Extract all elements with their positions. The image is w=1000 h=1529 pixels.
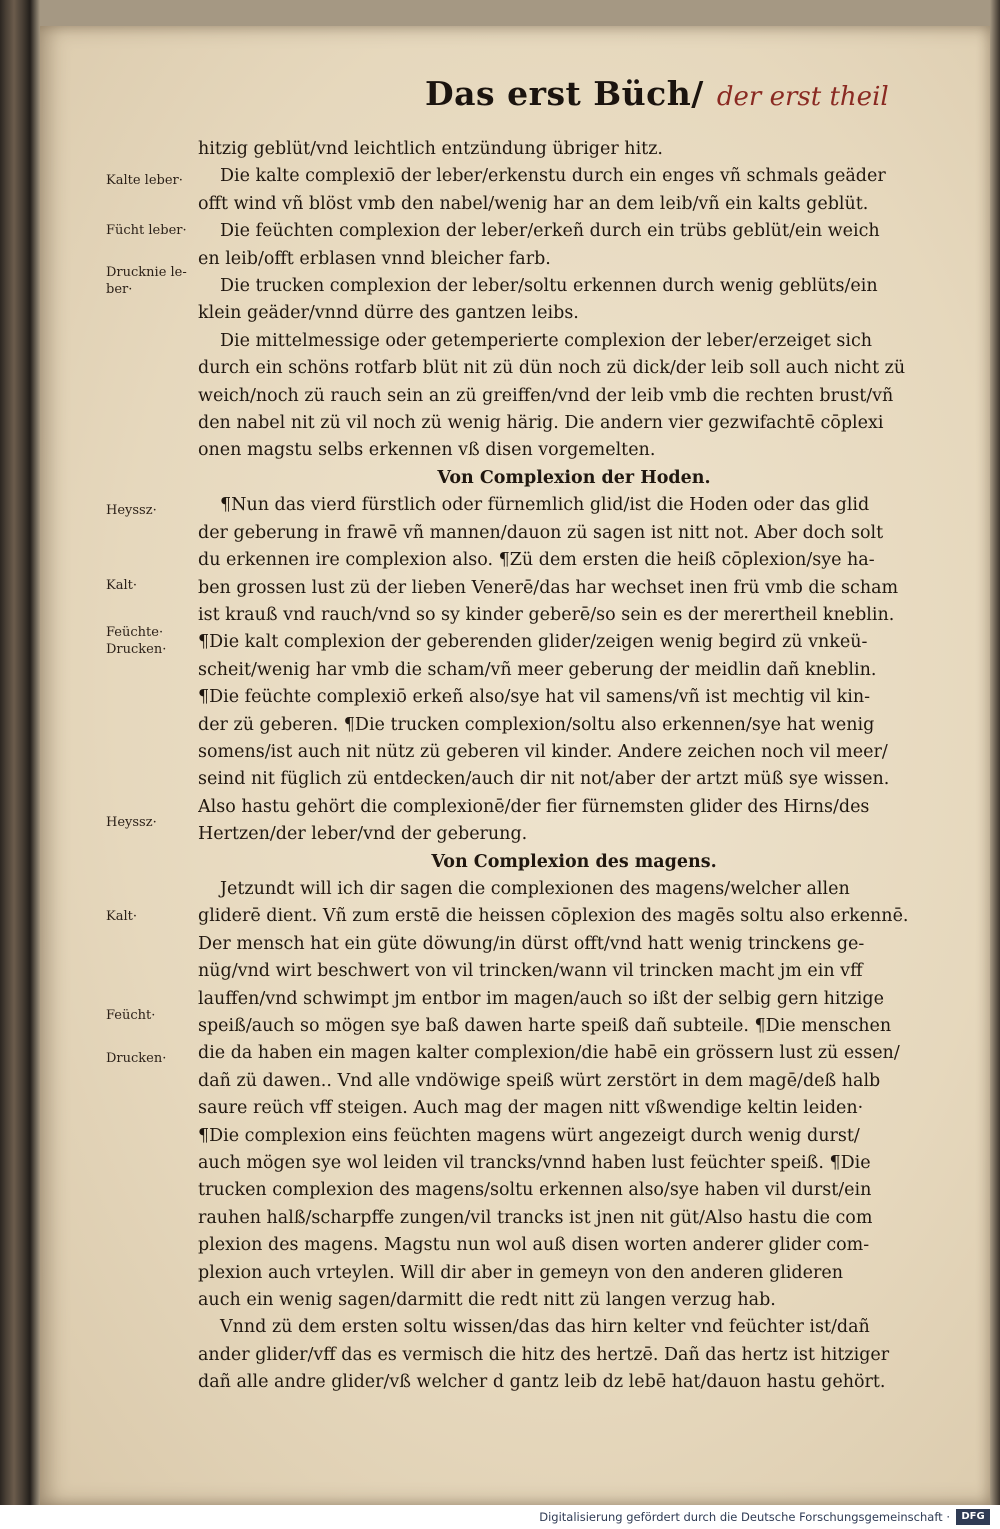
handwritten-annotation: der erst theil [716,82,889,112]
text-line: Die feüchten complexion der leber/erkeñ durch ein trübs geblüt/ein weich [220,221,880,242]
text-line: ander glider/vff das es vermisch die hitz des hertzē. Dañ das hertz ist hitziger [198,1344,890,1365]
text-line: weich/noch zü rauch sein an zü greiffen/vnd der leib vmb die rechten brust/vñ [198,385,894,406]
text-line: ¶Die complexion eins feüchten magens würt angezeigt durch wenig durst/ [198,1125,860,1146]
text-line: plexion des magens. Magstu nun wol auß disen worten anderer glider com- [198,1235,870,1256]
text-line: auch ein wenig sagen/darmitt die redt nitt zü langen verzug hab. [198,1290,776,1311]
text-line: nüg/vnd wirt beschwert von vil trincken/wann vil trincken macht jm ein vff [198,961,863,982]
text-line: somens/ist auch nit nütz zü geberen vil kinder. Andere zeichen noch vil meer/ [198,741,888,762]
text-line: klein geäder/vnnd dürre des gantzen leibs. [198,303,579,324]
dfg-logo: DFG [956,1509,990,1525]
marginal-note: Drucken· [106,642,167,657]
text-line: der geberung in frawē vñ mannen/dauon zü sagen ist nitt not. Aber doch solt [198,522,884,543]
running-head: Das erst Büch/ [425,74,704,113]
text-line: en leib/offt erblasen vnnd bleicher farb. [198,248,551,269]
text-line: Vnnd zü dem ersten soltu wissen/das das hirn kelter vnd feüchter ist/dañ [220,1317,870,1338]
text-line: durch ein schöns rotfarb blüt nit zü dün noch zü dick/der leib soll auch nicht zü [198,358,906,379]
text-line: ist krauß vnd rauch/vnd so sy kinder geberē/so sein es der merertheil kneblin. [198,604,895,625]
text-line: lauffen/vnd schwimpt jm entbor im magen/auch so ißt der selbig gern hitzige [198,988,884,1009]
text-line: die da haben ein magen kalter complexion/die habē ein grössern lust zü essen/ [198,1043,900,1064]
marginal-note: Kalte leber· [106,173,183,188]
marginal-note: Feücht· [106,1008,156,1023]
text-line: den nabel nit zü vil noch zü wenig härig. Die andern vier gezwifachtē cōplexi [198,413,884,434]
text-line: offt wind vñ blöst vmb den nabel/wenig har an dem leib/vñ ein kalts geblüt. [198,193,869,214]
text-line: dañ zü dawen.. Vnd alle vndöwige speiß würt zerstört in dem magē/deß halb [198,1070,881,1091]
text-line: Die trucken complexion der leber/soltu erkennen durch wenig geblüts/ein [220,276,878,297]
text-line: du erkennen ire complexion also. ¶Zü dem ersten die heiß cōplexion/sye ha- [198,550,875,571]
digitization-footer [0,1505,1000,1529]
text-line: Hertzen/der leber/vnd der geberung. [198,824,528,845]
marginal-note: Kalt· [106,578,137,593]
text-line: rauhen halß/scharpffe zungen/vil trancks ist jnen nit güt/Also hastu die com [198,1207,873,1228]
text-line: ¶Die kalt complexion der geberenden glider/zeigen wenig begird zü vnkeü- [198,632,868,653]
text-line: plexion auch vrteylen. Will dir aber in gemeyn von den anderen glideren [198,1262,843,1283]
text-line: dañ alle andre glider/vß welcher d gantz leib dz lebē hat/dauon hastu gehört. [198,1372,886,1393]
marginal-note: Feüchte· [106,625,164,640]
marginal-note: Fücht leber· [106,223,187,238]
text-line: Also hastu gehört die complexionē/der fier fürnemsten glider des Hirns/des [198,796,870,817]
marginal-note: Kalt· [106,909,137,924]
page-header [425,74,889,113]
section-heading: Von Complexion des magens. [431,851,717,872]
text-line: Die mittelmessige oder getemperierte complexion der leber/erzeiget sich [220,330,873,351]
text-line: gliderē dient. Vñ zum erstē die heissen cōplexion des magēs soltu also erkennē. [198,906,909,927]
text-line: saure reüch vff steigen. Auch mag der magen nitt vßwendige keltin leiden· [198,1098,864,1119]
text-line: seind nit füglich zü entdecken/auch dir nit not/aber der artzt müß sye wissen. [198,769,890,790]
marginal-note: Heyssz· [106,815,157,830]
text-line: speiß/auch so mögen sye baß dawen harte speiß dañ subteile. ¶Die menschen [198,1016,892,1036]
text-line: Der mensch hat ein güte döwung/in dürst offt/vnd hatt wenig trinckens ge- [198,933,865,954]
text-line: Die kalte complexiō der leber/erkenstu durch ein enges vñ schmals geäder [220,166,886,187]
text-line: der zü geberen. ¶Die trucken complexion/soltu also erkennen/sye hat wenig [198,714,875,735]
text-line: trucken complexion des magens/soltu erkennen also/sye haben vil durst/ein [198,1180,872,1201]
marginal-note: Heyssz· [106,503,157,518]
section-heading: Von Complexion der Hoden. [437,467,711,488]
funding-credit: Digitalisierung gefördert durch die Deutsche Forschungsgemeinschaft · [539,1510,950,1524]
text-line: ¶Nun das vierd fürstlich oder fürnemlich glid/ist die Hoden oder das glid [220,495,870,516]
text-line: hitzig geblüt/vnd leichtlich entzündung übriger hitz. [198,139,663,159]
text-line: onen magstu selbs erkennen vß disen vorgemelten. [198,440,656,461]
text-line: auch mögen sye wol leiden vil trancks/vnnd haben lust feüchter speiß. ¶Die [198,1153,871,1174]
text-line: ben grossen lust zü der lieben Venerē/das har wechset inen frü vmb die scham [198,577,899,598]
marginal-note: Drucken· [106,1051,167,1066]
text-line: scheit/wenig har vmb die scham/vñ meer geberung der meidlin dañ kneblin. [198,659,877,680]
body-text [198,136,910,1397]
text-line: Jetzundt will ich dir sagen die complexionen des magens/welcher allen [220,878,850,899]
text-line: ¶Die feüchte complexiō erkeñ also/sye hat vil samens/vñ ist mechtig vil kin- [198,687,870,708]
marginal-note: Drucknie le-ber· [106,265,187,297]
